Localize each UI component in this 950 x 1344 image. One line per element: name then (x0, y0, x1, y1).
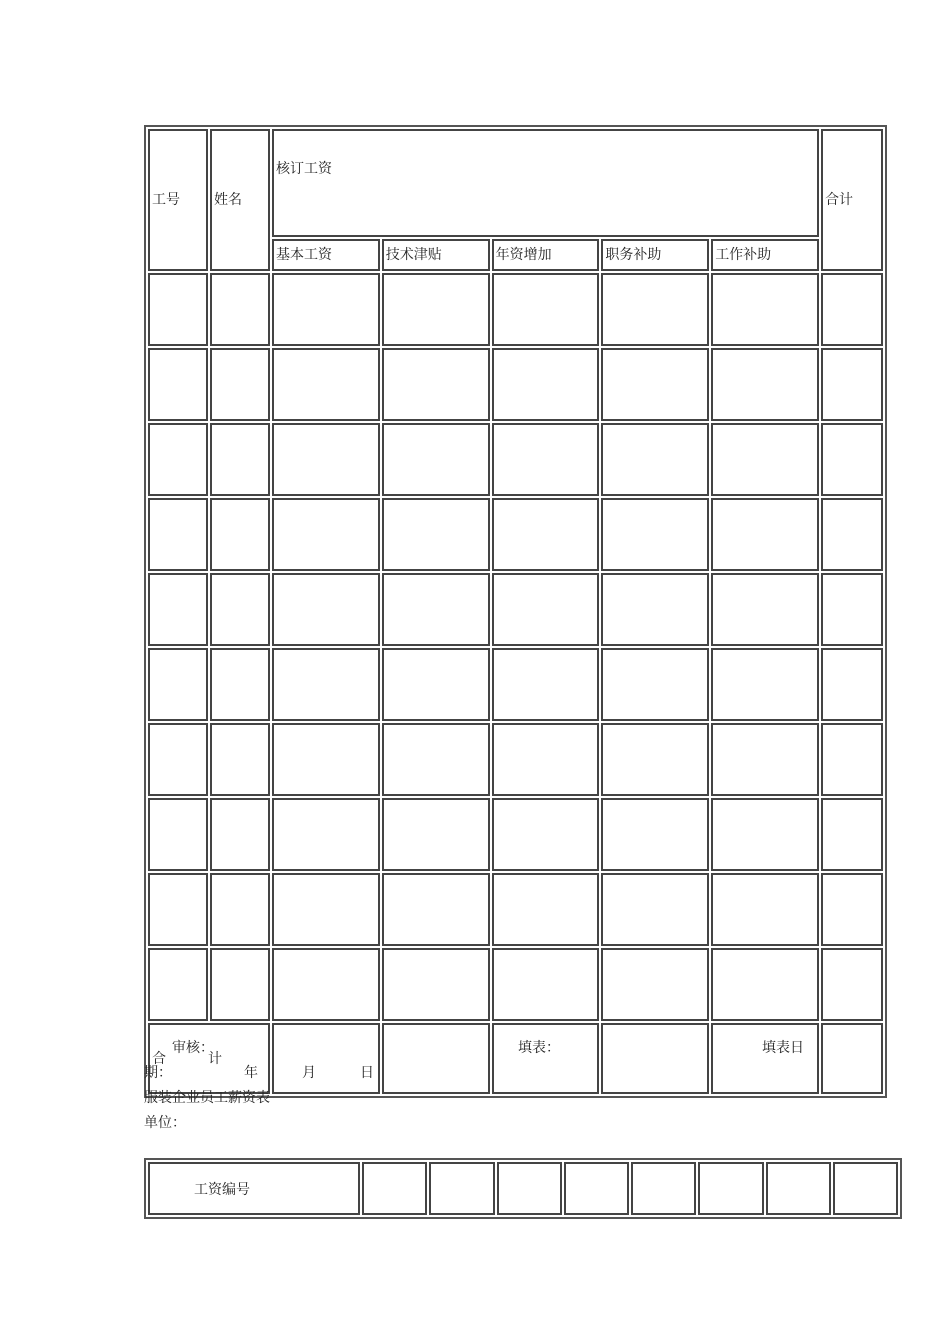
filler-label: 填表： (518, 1040, 560, 1056)
table-cell[interactable] (711, 273, 819, 346)
wage-number-table (144, 1158, 902, 1219)
wage-number-cell[interactable] (698, 1162, 763, 1215)
table-cell[interactable] (821, 798, 883, 871)
table-cell[interactable] (382, 948, 490, 1021)
table-cell[interactable] (601, 273, 709, 346)
table-cell[interactable] (711, 423, 819, 496)
table-cell[interactable] (382, 573, 490, 646)
table-cell[interactable] (492, 798, 600, 871)
table-cell[interactable] (272, 273, 380, 346)
total-cell[interactable] (821, 1023, 883, 1094)
table-cell[interactable] (821, 273, 883, 346)
table-cell[interactable] (711, 648, 819, 721)
table-cell[interactable] (210, 948, 270, 1021)
total-cell[interactable] (272, 1023, 380, 1094)
total-row-label (148, 1023, 270, 1094)
table-cell[interactable] (821, 723, 883, 796)
table-cell[interactable] (382, 498, 490, 571)
table-cell[interactable] (601, 648, 709, 721)
table-cell[interactable] (601, 798, 709, 871)
header-total: 合计 (821, 129, 883, 271)
wage-number-label: 工资编号 (148, 1162, 360, 1215)
table-cell[interactable] (382, 723, 490, 796)
table-row (148, 498, 883, 571)
table-cell[interactable] (272, 423, 380, 496)
table-cell[interactable] (210, 348, 270, 421)
table-cell[interactable] (210, 723, 270, 796)
table-cell[interactable] (711, 498, 819, 571)
wage-number-cell[interactable] (766, 1162, 831, 1215)
total-row (148, 1023, 883, 1094)
table-cell[interactable] (382, 873, 490, 946)
table-cell[interactable] (821, 873, 883, 946)
table-cell[interactable] (272, 348, 380, 421)
table-cell[interactable] (210, 648, 270, 721)
table-cell[interactable] (272, 873, 380, 946)
table-cell[interactable] (210, 573, 270, 646)
table-cell[interactable] (148, 273, 208, 346)
table-row (148, 798, 883, 871)
header-position-subsidy: 职务补助 (601, 239, 709, 271)
table-row (148, 873, 883, 946)
table-cell[interactable] (492, 948, 600, 1021)
total-cell[interactable] (382, 1023, 490, 1094)
table-cell[interactable] (272, 648, 380, 721)
table-cell[interactable] (382, 648, 490, 721)
table-cell[interactable] (492, 648, 600, 721)
table-cell[interactable] (272, 573, 380, 646)
table-cell[interactable] (210, 423, 270, 496)
wage-number-cell[interactable] (564, 1162, 629, 1215)
table-cell[interactable] (272, 948, 380, 1021)
table-cell[interactable] (210, 498, 270, 571)
review-label: 审核： (172, 1040, 214, 1056)
fill-date-label: 填表日 (762, 1040, 804, 1056)
header-tech-allowance: 技术津贴 (382, 239, 490, 271)
month-label: 月 (302, 1065, 316, 1081)
total-cell[interactable] (601, 1023, 709, 1094)
total-label-left: 合 (152, 1050, 166, 1067)
header-work-subsidy: 工作补助 (711, 239, 819, 271)
table-cell[interactable] (821, 948, 883, 1021)
table-cell[interactable] (272, 723, 380, 796)
wage-number-cell[interactable] (362, 1162, 427, 1215)
table-cell[interactable] (821, 348, 883, 421)
table-cell[interactable] (382, 348, 490, 421)
wage-number-cell[interactable] (631, 1162, 696, 1215)
wage-number-cell[interactable] (833, 1162, 898, 1215)
table-cell[interactable] (148, 798, 208, 871)
table-cell[interactable] (492, 273, 600, 346)
total-label-right: 计 (208, 1050, 222, 1067)
table-cell[interactable] (148, 948, 208, 1021)
header-row-1 (148, 129, 883, 237)
table-cell[interactable] (711, 573, 819, 646)
table-row (148, 948, 883, 1021)
table-cell[interactable] (821, 423, 883, 496)
table-row (148, 423, 883, 496)
wage-number-cell[interactable] (497, 1162, 562, 1215)
table-cell[interactable] (210, 873, 270, 946)
table-cell[interactable] (382, 273, 490, 346)
total-cell[interactable] (711, 1023, 819, 1094)
table-cell[interactable] (601, 873, 709, 946)
table-cell[interactable] (492, 873, 600, 946)
table-cell[interactable] (148, 573, 208, 646)
header-emp-no: 工号 (148, 129, 208, 271)
table-cell[interactable] (711, 948, 819, 1021)
table-cell[interactable] (148, 873, 208, 946)
header-name: 姓名 (210, 129, 270, 271)
table-cell[interactable] (492, 423, 600, 496)
total-cell[interactable] (492, 1023, 600, 1094)
header-approved-wage: 核订工资 (272, 129, 819, 237)
table-cell[interactable] (148, 648, 208, 721)
wage-number-cell[interactable] (429, 1162, 494, 1215)
wage-number-row (148, 1162, 898, 1215)
table-cell[interactable] (272, 498, 380, 571)
table-cell[interactable] (492, 348, 600, 421)
table-cell[interactable] (711, 348, 819, 421)
table-cell[interactable] (492, 573, 600, 646)
table-cell[interactable] (382, 798, 490, 871)
table-cell[interactable] (492, 723, 600, 796)
wage-table (144, 125, 887, 1098)
table-row (148, 573, 883, 646)
table-cell[interactable] (601, 573, 709, 646)
table-cell[interactable] (492, 498, 600, 571)
table-row (148, 348, 883, 421)
table-cell[interactable] (821, 498, 883, 571)
table-cell[interactable] (210, 798, 270, 871)
table-cell[interactable] (148, 723, 208, 796)
table-cell[interactable] (148, 498, 208, 571)
table-cell[interactable] (821, 573, 883, 646)
table-cell[interactable] (821, 648, 883, 721)
table-cell[interactable] (711, 873, 819, 946)
unit-label: 单位： (144, 1115, 186, 1131)
table-cell[interactable] (601, 948, 709, 1021)
year-label: 年 (244, 1065, 258, 1081)
table-row (148, 648, 883, 721)
table-row (148, 273, 883, 346)
table-cell[interactable] (601, 423, 709, 496)
table-cell[interactable] (601, 498, 709, 571)
header-seniority-increase: 年资增加 (492, 239, 600, 271)
table-cell[interactable] (711, 723, 819, 796)
table-row (148, 723, 883, 796)
table-cell[interactable] (210, 273, 270, 346)
table-cell[interactable] (601, 723, 709, 796)
table-cell[interactable] (601, 348, 709, 421)
period-label: 期： (144, 1065, 172, 1081)
table-cell[interactable] (148, 348, 208, 421)
second-table-title: 服装企业员工薪资表 (144, 1090, 270, 1106)
header-basic-wage: 基本工资 (272, 239, 380, 271)
table-cell[interactable] (382, 423, 490, 496)
table-cell[interactable] (148, 423, 208, 496)
table-cell[interactable] (711, 798, 819, 871)
table-cell[interactable] (272, 798, 380, 871)
day-label: 日 (360, 1065, 374, 1081)
